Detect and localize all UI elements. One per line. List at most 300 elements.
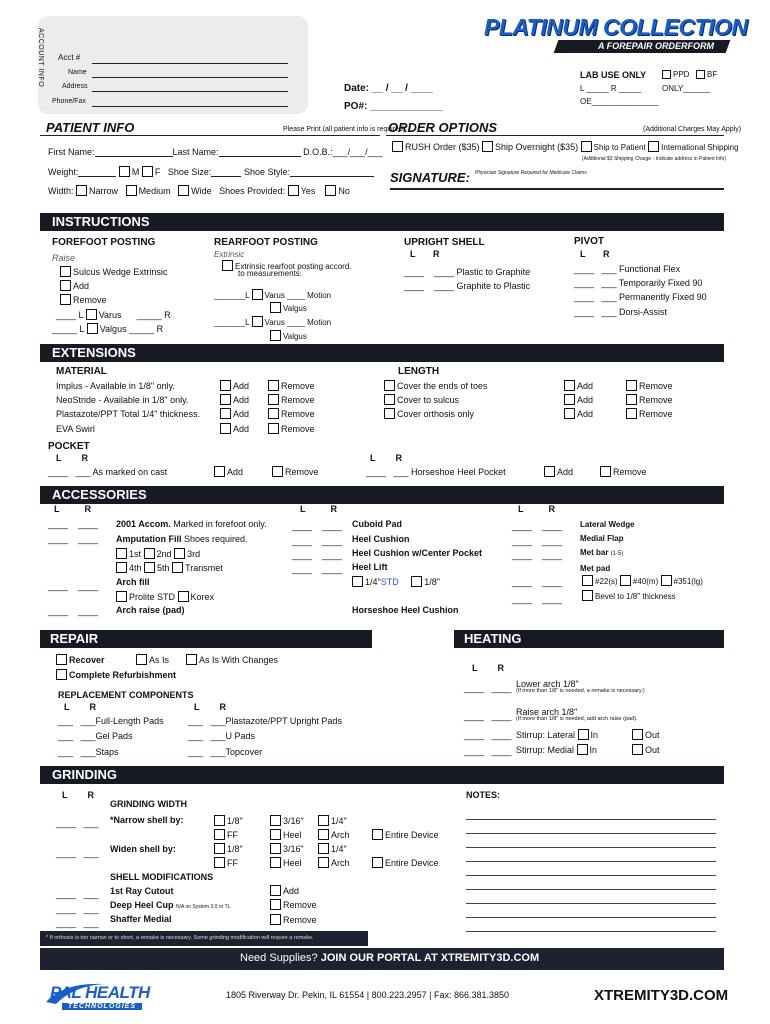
- medium-label: Medium: [138, 186, 171, 196]
- rush-label: RUSH Order ($35): [405, 142, 480, 152]
- grinding-title: GRINDING: [52, 767, 117, 782]
- length-add-label-2: Add: [577, 395, 594, 405]
- forefoot-varus-label: Varus: [98, 310, 122, 320]
- second-label: 2nd: [156, 549, 172, 559]
- weight-label: Weight:: [48, 167, 79, 177]
- extensions-title: EXTENSIONS: [52, 345, 136, 360]
- widen-arch-label: Arch: [331, 858, 350, 868]
- narrow-entire-checkbox[interactable]: [372, 829, 383, 840]
- forefoot-r2[interactable]: _____ R: [129, 324, 164, 334]
- weight-field[interactable]: [78, 169, 116, 177]
- transmet-label: Transmet: [185, 563, 223, 573]
- prolite-checkbox[interactable]: [116, 591, 127, 602]
- widen-ff-checkbox[interactable]: [214, 857, 225, 868]
- extrinsic-cb-label-2: to measurements:: [238, 269, 303, 278]
- fourth-label: 4th: [129, 563, 142, 573]
- phone-field[interactable]: [92, 99, 288, 107]
- wide-checkbox[interactable]: [178, 185, 189, 196]
- signature-note: Physician Signature Required for Medicare Claims: [475, 170, 587, 176]
- pocket-add-checkbox-1[interactable]: [214, 466, 225, 477]
- forefoot-l2[interactable]: _____ L: [52, 324, 85, 334]
- fifth-checkbox[interactable]: [144, 562, 155, 573]
- recover-checkbox[interactable]: [56, 654, 67, 665]
- as-is-changes-checkbox[interactable]: [186, 654, 197, 665]
- prolite-label: Prolite STD: [129, 592, 176, 602]
- length-remove-label-2: Remove: [639, 395, 673, 405]
- ship-patient-checkbox[interactable]: [581, 141, 592, 152]
- horseshoe-cushion-label[interactable]: Horseshoe Heel Cushion: [352, 605, 459, 615]
- acct-field[interactable]: [92, 56, 288, 64]
- po-label: PO#:: [344, 101, 368, 112]
- narrow-arch-checkbox[interactable]: [318, 829, 329, 840]
- accom-label[interactable]: 2001 Accom.: [116, 519, 171, 529]
- ppd-checkbox[interactable]: [662, 70, 671, 79]
- female-label: F: [154, 167, 161, 177]
- widen-shell-label[interactable]: Widen shell by:: [110, 844, 176, 854]
- grind-r: R: [87, 790, 95, 800]
- acc-r-3: R: [548, 504, 556, 514]
- forefoot-add-checkbox[interactable]: [60, 280, 71, 291]
- brand-title: PLATINUM COLLECTION: [484, 14, 748, 40]
- neostride-add-label: Add: [233, 395, 250, 405]
- notes-label: NOTES:: [466, 790, 501, 800]
- date-label: Date:: [344, 83, 370, 94]
- widen-316-label: 3/16": [283, 844, 304, 854]
- forefoot-remove-checkbox[interactable]: [60, 294, 71, 305]
- pocket-remove-label-1: Remove: [285, 467, 319, 477]
- repair-title: REPAIR: [50, 631, 99, 646]
- plastazote-label: Plastazote/PPT Total 1/4" thickness.: [56, 409, 200, 419]
- cover-toes-label: Cover the ends of toes: [397, 381, 488, 391]
- extrinsic-checkbox[interactable]: [222, 260, 233, 271]
- cover-sulcus-checkbox[interactable]: [384, 394, 395, 405]
- ray-cutout-label[interactable]: 1st Ray Cutout: [110, 886, 174, 896]
- pocket-l: L: [56, 453, 62, 463]
- as-is-checkbox[interactable]: [136, 654, 147, 665]
- p22-checkbox[interactable]: [582, 575, 593, 586]
- straps-label[interactable]: Staps: [95, 747, 119, 757]
- pocket-add-label-2: Add: [557, 467, 574, 477]
- neostride-label: NeoStride - Available in 1/8" only.: [56, 395, 189, 405]
- shaffer-label[interactable]: Shaffer Medial: [110, 914, 172, 924]
- raise-arch-label[interactable]: Raise arch 1/8": [516, 707, 578, 717]
- rearfoot-varus-checkbox-2[interactable]: [252, 316, 263, 327]
- narrow-ff-checkbox[interactable]: [214, 829, 225, 840]
- intl-checkbox[interactable]: [648, 141, 659, 152]
- amputation-label[interactable]: Amputation Fill: [116, 534, 182, 544]
- accessories-title: ACCESSORIES: [52, 487, 147, 502]
- fourth-checkbox[interactable]: [116, 562, 127, 573]
- heel-cushion-label[interactable]: Heel Cushion: [352, 534, 410, 544]
- wide-label: Wide: [191, 186, 212, 196]
- intl-label: International Shipping: [661, 143, 739, 152]
- length-add-checkbox-1[interactable]: [564, 380, 575, 391]
- rearfoot-varus-checkbox-1[interactable]: [252, 289, 263, 300]
- rearfoot-l2[interactable]: _______L: [214, 318, 250, 327]
- male-checkbox[interactable]: [119, 166, 130, 177]
- neostride-add-checkbox[interactable]: [220, 394, 231, 405]
- lab-title: LAB USE ONLY: [580, 70, 647, 80]
- pocket-remove-checkbox-1[interactable]: [272, 466, 283, 477]
- width-label: Width:: [48, 186, 74, 196]
- met-bar-size: (1-5): [610, 551, 624, 557]
- repair-bar: [40, 630, 372, 648]
- brand-subtitle: A FOREPAIR ORDERFORM: [598, 41, 714, 51]
- narrow-14-checkbox[interactable]: [318, 815, 329, 826]
- length-add-checkbox-3[interactable]: [564, 408, 575, 419]
- bf-label: BF: [707, 70, 718, 79]
- forefoot-title: FOREFOOT POSTING: [52, 237, 156, 248]
- stirrup-medial-label: Stirrup: Medial: [516, 745, 575, 755]
- medium-checkbox[interactable]: [126, 185, 137, 196]
- stirrup-lateral-in-checkbox[interactable]: [578, 729, 589, 740]
- raise-arch-note: (If more than 1/8" is needed, add arch raise (pad).: [516, 716, 638, 722]
- patient-note: Please Print (all patient info is required): [283, 126, 406, 133]
- shoe-size-label: Shoe Size:: [167, 167, 212, 177]
- amputation-note: Shoes required.: [184, 534, 248, 544]
- third-checkbox[interactable]: [174, 548, 185, 559]
- narrow-heel-label: Heel: [283, 830, 302, 840]
- stirrup-medial-in-label: In: [589, 745, 598, 755]
- account-side-label: ACCOUNT INFO: [37, 28, 44, 88]
- stirrup-lateral-label: Stirrup: Lateral: [516, 730, 576, 740]
- third-label: 3rd: [187, 549, 201, 559]
- heating-title: HEATING: [464, 631, 522, 646]
- fifth-label: 5th: [157, 563, 170, 573]
- grinding-width-title: GRINDING WIDTH: [110, 799, 187, 809]
- widen-entire-checkbox[interactable]: [372, 857, 383, 868]
- narrow-18-checkbox[interactable]: [214, 815, 225, 826]
- signature-label: SIGNATURE:: [390, 170, 470, 185]
- u-pads-label[interactable]: U Pads: [225, 731, 256, 741]
- rush-checkbox[interactable]: [392, 141, 403, 152]
- deep-heel-label[interactable]: Deep Heel Cup: [110, 900, 174, 910]
- stirrup-medial-out-checkbox[interactable]: [632, 744, 643, 755]
- instructions-bar: [40, 213, 724, 231]
- cover-toes-checkbox[interactable]: [384, 380, 395, 391]
- pocket-r: R: [81, 453, 89, 463]
- patient-title: PATIENT INFO: [46, 120, 135, 135]
- shoe-style-label: Shoe Style:: [243, 167, 290, 177]
- plastazote-add-checkbox[interactable]: [220, 408, 231, 419]
- horseshoe-pocket-label[interactable]: Horseshoe Heel Pocket: [411, 467, 506, 477]
- logo-text: PAL HEALTH: [50, 983, 150, 1002]
- address-label: Address: [62, 83, 88, 90]
- eva-label: EVA Swirl: [56, 424, 95, 434]
- length-add-label-1: Add: [577, 381, 594, 391]
- po-field[interactable]: _____________: [370, 101, 443, 112]
- acc-l-2: L: [300, 504, 306, 514]
- forefoot-valgus-label: Valgus: [99, 324, 127, 334]
- narrow-arch-label: Arch: [331, 830, 350, 840]
- rearfoot-valgus-label-1: Valgus: [283, 304, 307, 313]
- narrow-14-label: 1/4": [331, 816, 347, 826]
- order-charges: (Additional Charges May Apply): [643, 126, 742, 133]
- widen-14-checkbox[interactable]: [318, 843, 329, 854]
- acct-label: Acct #: [58, 53, 81, 62]
- rearfoot-varus-label-1: Varus: [264, 291, 285, 300]
- narrow-checkbox[interactable]: [76, 185, 87, 196]
- rearfoot-varus-label-2: Varus: [264, 318, 285, 327]
- second-checkbox[interactable]: [144, 548, 155, 559]
- graphite-to-plastic[interactable]: Graphite to Plastic: [456, 281, 531, 291]
- date-field[interactable]: __ / __ / ____: [371, 83, 433, 94]
- rep-r-2: R: [219, 702, 227, 712]
- pivot-title: PIVOT: [574, 236, 605, 247]
- raise-label: Raise: [52, 253, 76, 263]
- overnight-checkbox[interactable]: [482, 141, 493, 152]
- heating-bar: [454, 630, 724, 648]
- shoes-yes-checkbox[interactable]: [288, 185, 299, 196]
- stirrup-lateral-out-label: Out: [645, 730, 660, 740]
- forefoot-add-label: Add: [73, 281, 90, 291]
- topcover-label[interactable]: Topcover: [225, 747, 263, 757]
- sulcus-checkbox[interactable]: [60, 266, 71, 277]
- heel-lift-label[interactable]: Heel Lift: [352, 562, 388, 572]
- logo-sub: TECHNOLOGIES: [62, 1003, 142, 1010]
- grinding-bar: [40, 766, 724, 784]
- material-title: MATERIAL: [56, 366, 107, 377]
- lateral-wedge-label[interactable]: Lateral Wedge: [580, 520, 635, 529]
- medial-flap-label[interactable]: Medial Flap: [580, 534, 624, 543]
- pivot-r: R: [603, 249, 610, 259]
- implus-add-label: Add: [233, 381, 250, 391]
- plastic-to-graphite[interactable]: Plastic to Graphite: [456, 267, 531, 277]
- upright-l: L: [410, 249, 416, 259]
- eva-add-checkbox[interactable]: [220, 423, 231, 434]
- cuboid-label[interactable]: Cuboid Pad: [352, 519, 402, 529]
- shoe-style-field[interactable]: [290, 169, 374, 177]
- p22-label: #22(s): [595, 577, 618, 586]
- stirrup-lateral-out-checkbox[interactable]: [632, 729, 643, 740]
- heel-cushion-center-label[interactable]: Heel Cushion w/Center Pocket: [352, 548, 483, 558]
- pivot-l: L: [580, 249, 586, 259]
- supplies-label: Need Supplies?: [240, 952, 318, 964]
- grind-l: L: [62, 790, 68, 800]
- grinding-footnote: * If orthosis is too narrow or to short, a remake is necessary. Some grinding modification will require a remake.: [46, 935, 314, 941]
- mod-add-checkbox[interactable]: [270, 885, 281, 896]
- gel-pads-label[interactable]: Gel Pads: [95, 731, 133, 741]
- overnight-label: Ship Overnight ($35): [495, 142, 579, 152]
- widen-ff-label: FF: [227, 858, 238, 868]
- last-name-label: Last Name:: [172, 147, 219, 157]
- mod-remove-checkbox-2[interactable]: [270, 914, 281, 925]
- rearfoot-valgus-checkbox-1[interactable]: [270, 302, 281, 313]
- eva-remove-label: Remove: [281, 424, 315, 434]
- sulcus-label: Sulcus Wedge Extrinsic: [73, 267, 168, 277]
- widen-18-checkbox[interactable]: [214, 843, 225, 854]
- male-label: M: [131, 167, 140, 177]
- horseshoe-r: R: [395, 453, 403, 463]
- heat-r: R: [497, 663, 505, 673]
- forefoot-r1[interactable]: _____ R: [136, 310, 171, 320]
- as-marked-label[interactable]: As marked on cast: [92, 467, 168, 477]
- mod-remove-checkbox-1[interactable]: [270, 899, 281, 910]
- dob-label: D.O.B.:: [303, 147, 333, 157]
- dorsi-assist[interactable]: Dorsi-Assist: [619, 307, 668, 317]
- signature-field[interactable]: [390, 186, 724, 190]
- instructions-title: INSTRUCTIONS: [52, 214, 150, 229]
- shoes-provided-label: Shoes Provided:: [219, 186, 286, 196]
- acc-r-2: R: [330, 504, 338, 514]
- forefoot-l1[interactable]: ____ L: [56, 310, 84, 320]
- rearfoot-l1[interactable]: _______L: [214, 291, 250, 300]
- eighth-checkbox[interactable]: [411, 576, 422, 587]
- arch-fill-label[interactable]: Arch fill: [116, 577, 150, 587]
- mod-remove-label-2: Remove: [283, 915, 317, 925]
- lab-oe[interactable]: OE_______________: [580, 97, 659, 106]
- length-remove-label-1: Remove: [639, 381, 673, 391]
- length-add-label-3: Add: [577, 409, 594, 419]
- first-checkbox[interactable]: [116, 548, 127, 559]
- permanently-fixed[interactable]: Permanently Fixed 90: [619, 292, 707, 302]
- lower-arch-label[interactable]: Lower arch 1/8": [516, 679, 579, 689]
- korex-label: Korex: [190, 592, 215, 602]
- implus-label: Implus - Available in 1/8" only.: [56, 381, 175, 391]
- accom-note: Marked in forefoot only.: [173, 519, 267, 529]
- lower-arch-note: (If more than 1/8" is needed, a remake is necessary.): [516, 688, 645, 694]
- footer-address: 1805 Riverway Dr. Pekin, IL 61554 | 800.223.2957 | Fax: 866.381.3850: [226, 990, 510, 1000]
- length-remove-checkbox-2[interactable]: [626, 394, 637, 405]
- stirrup-medial-in-checkbox[interactable]: [577, 744, 588, 755]
- footer-site[interactable]: XTREMITY3D.COM: [594, 987, 729, 1004]
- p351-checkbox[interactable]: [661, 575, 672, 586]
- met-bar-label[interactable]: Met bar: [580, 548, 609, 557]
- arch-raise-label[interactable]: Arch raise (pad): [116, 605, 185, 615]
- narrow-ff-label: FF: [227, 830, 238, 840]
- complete-label: Complete Refurbishment: [69, 670, 177, 680]
- widen-18-label: 1/8": [227, 844, 243, 854]
- functional-flex[interactable]: Functional Flex: [619, 264, 681, 274]
- extrinsic-label: Extrinsic: [214, 250, 245, 259]
- forefoot-varus-checkbox[interactable]: [86, 309, 97, 320]
- stirrup-lateral-in-label: In: [590, 730, 599, 740]
- rep-l-1: L: [64, 702, 70, 712]
- met-pad-label[interactable]: Met pad: [580, 564, 611, 573]
- pocket-remove-checkbox-2[interactable]: [600, 466, 611, 477]
- transmet-checkbox[interactable]: [172, 562, 183, 573]
- notes-field[interactable]: [466, 806, 716, 934]
- eva-remove-checkbox[interactable]: [268, 423, 279, 434]
- p351-label: #351(lg): [673, 577, 703, 586]
- implus-remove-checkbox[interactable]: [268, 380, 279, 391]
- horseshoe-l: L: [370, 453, 376, 463]
- first-name-field[interactable]: [95, 149, 173, 157]
- shoe-size-field[interactable]: [211, 169, 241, 177]
- temporarily-fixed[interactable]: Temporarily Fixed 90: [618, 278, 703, 288]
- cover-sulcus-label: Cover to sulcus: [397, 395, 460, 405]
- plastazote-remove-label: Remove: [281, 409, 315, 419]
- mod-remove-label-1: Remove: [283, 900, 317, 910]
- upright-title: UPRIGHT SHELL: [404, 237, 485, 248]
- acc-l-3: L: [518, 504, 524, 514]
- widen-heel-label: Heel: [283, 858, 302, 868]
- rearfoot-title: REARFOOT POSTING: [214, 237, 318, 248]
- rearfoot-motion-1[interactable]: ____ Motion: [287, 291, 332, 300]
- korex-checkbox[interactable]: [178, 591, 189, 602]
- female-checkbox[interactable]: [142, 166, 153, 177]
- narrow-label: Narrow: [89, 186, 119, 196]
- full-length-label[interactable]: Full-Length Pads: [95, 716, 164, 726]
- extrinsic-cb-label: Extrinsic rearfoot posting accord.: [235, 262, 352, 271]
- extensions-bar: [40, 344, 724, 362]
- cover-orthosis-checkbox[interactable]: [384, 408, 395, 419]
- as-is-changes-label: As Is With Changes: [199, 655, 279, 665]
- bevel-checkbox[interactable]: [582, 590, 593, 601]
- length-title: LENGTH: [398, 366, 440, 377]
- complete-checkbox[interactable]: [56, 669, 67, 680]
- widen-316-checkbox[interactable]: [270, 843, 281, 854]
- mod-add-label: Add: [283, 886, 300, 896]
- rearfoot-motion-2[interactable]: ____ Motion: [287, 318, 332, 327]
- portal-link[interactable]: JOIN OUR PORTAL AT XTREMITY3D.COM: [320, 952, 540, 964]
- p40-checkbox[interactable]: [620, 575, 631, 586]
- widen-arch-checkbox[interactable]: [318, 857, 329, 868]
- replacement-title: REPLACEMENT COMPONENTS: [58, 690, 194, 700]
- widen-heel-checkbox[interactable]: [270, 857, 281, 868]
- length-remove-checkbox-1[interactable]: [626, 380, 637, 391]
- p40-label: #40(m): [632, 577, 659, 586]
- last-name-field[interactable]: [219, 149, 301, 157]
- as-is-label: As Is: [149, 655, 170, 665]
- address-field[interactable]: [92, 84, 288, 92]
- narrow-shell-label[interactable]: *Narrow shell by:: [110, 815, 184, 825]
- plastazote-remove-checkbox[interactable]: [268, 408, 279, 419]
- shell-mods-title: SHELL MODIFICATIONS: [110, 872, 214, 882]
- bf-checkbox[interactable]: [696, 70, 705, 79]
- pocket-remove-label-2: Remove: [613, 467, 647, 477]
- order-title: ORDER OPTIONS: [388, 120, 498, 135]
- first-label: 1st: [129, 549, 142, 559]
- implus-remove-label: Remove: [281, 381, 315, 391]
- plastazote-add-label: Add: [233, 409, 250, 419]
- lab-lr[interactable]: L _____ R _____: [580, 84, 642, 93]
- forefoot-remove-label: Remove: [73, 295, 107, 305]
- narrow-18-label: 1/8": [227, 816, 243, 826]
- neostride-remove-checkbox[interactable]: [268, 394, 279, 405]
- narrow-316-label: 3/16": [283, 816, 304, 826]
- plastazote-pads-label[interactable]: Plastazote/PPT Upright Pads: [225, 716, 342, 726]
- quarter-label: 1/4": [365, 577, 381, 587]
- narrow-heel-checkbox[interactable]: [270, 829, 281, 840]
- length-remove-checkbox-3[interactable]: [626, 408, 637, 419]
- quarter-checkbox[interactable]: [352, 576, 363, 587]
- implus-add-checkbox[interactable]: [220, 380, 231, 391]
- dob-field[interactable]: ___/___/___: [332, 147, 383, 157]
- rearfoot-valgus-label-2: Valgus: [283, 332, 307, 341]
- forefoot-valgus-checkbox[interactable]: [87, 323, 98, 334]
- ship-patient-label: Ship to Patient: [593, 143, 646, 152]
- rep-l-2: L: [194, 702, 200, 712]
- name-field[interactable]: [92, 70, 288, 78]
- pocket-add-label-1: Add: [227, 467, 244, 477]
- narrow-316-checkbox[interactable]: [270, 815, 281, 826]
- widen-entire-label: Entire Device: [385, 858, 439, 868]
- shoes-no-checkbox[interactable]: [325, 185, 336, 196]
- heat-l: L: [472, 663, 478, 673]
- deep-heel-note: N/A on System 3.0 or TL: [176, 904, 231, 910]
- neostride-remove-label: Remove: [281, 395, 315, 405]
- rearfoot-valgus-checkbox-2[interactable]: [270, 330, 281, 341]
- cover-orthosis-label: Cover orthosis only: [397, 409, 475, 419]
- length-add-checkbox-2[interactable]: [564, 394, 575, 405]
- length-remove-label-3: Remove: [639, 409, 673, 419]
- pocket-add-checkbox-2[interactable]: [544, 466, 555, 477]
- lab-only[interactable]: ONLY______: [662, 84, 710, 93]
- rep-r-1: R: [89, 702, 97, 712]
- accessories-bar: [40, 486, 724, 504]
- ppd-label: PPD: [673, 70, 690, 79]
